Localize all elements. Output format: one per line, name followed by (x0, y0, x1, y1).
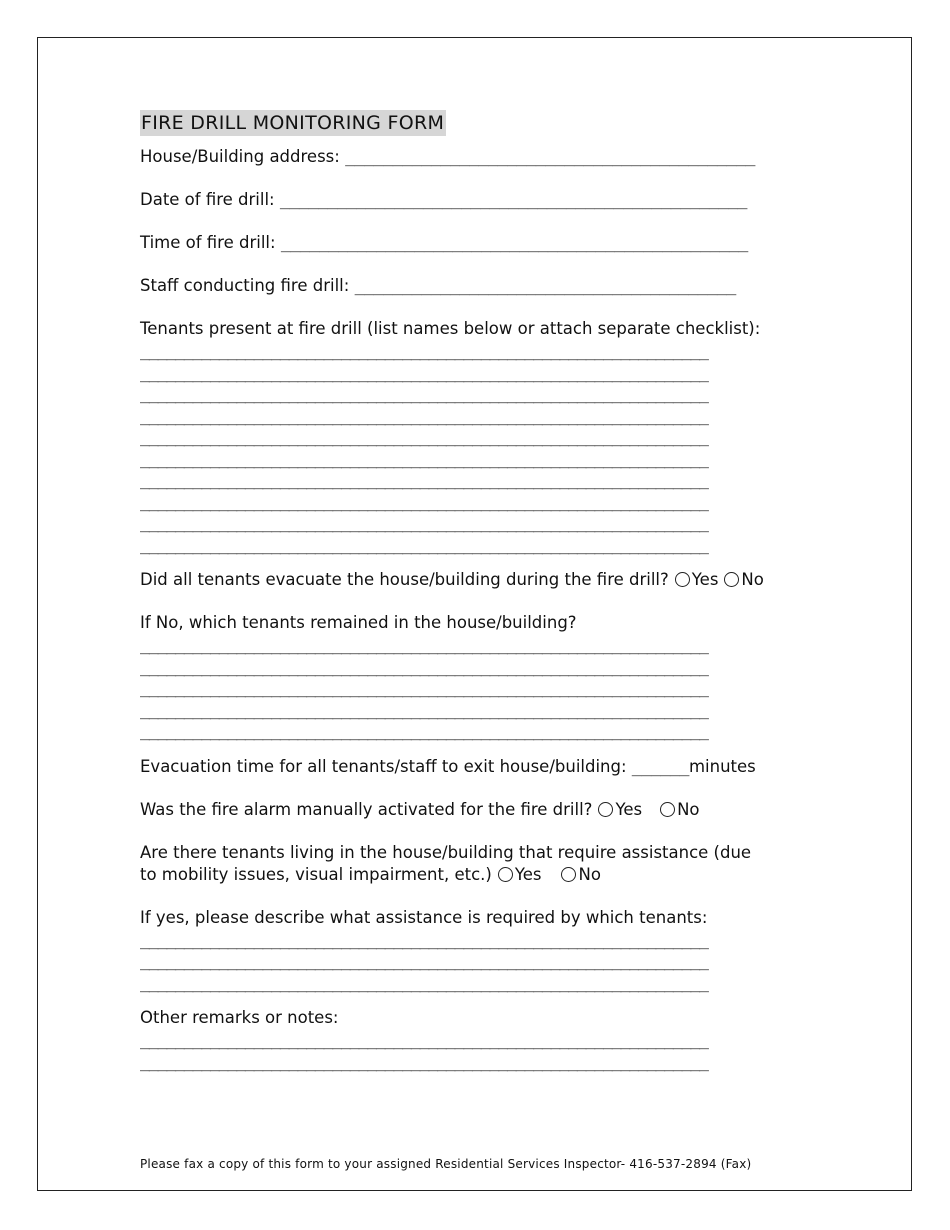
writing-line[interactable]: _________________________________________________________________ (140, 427, 708, 446)
remarks-label: Other remarks or notes: (140, 1008, 339, 1027)
writing-line[interactable]: _________________________________________________________________ (140, 470, 708, 489)
writing-line[interactable]: _________________________________________________________________ (140, 534, 708, 554)
time-field[interactable] (140, 232, 820, 254)
time-label: Time of fire drill: (140, 233, 281, 252)
writing-line[interactable]: _________________________________________________________________ (140, 635, 708, 654)
remarks-lines[interactable] (140, 1029, 820, 1072)
address-blank[interactable]: ___________________________________________ (345, 147, 756, 166)
evacuate-no-radio[interactable] (724, 572, 739, 587)
evacuate-question-row (140, 569, 820, 591)
assistance-no-radio[interactable] (561, 867, 576, 882)
footer-note: Please fax a copy of this form to your assigned Residential Services Inspector- 416-537-2894 (Fax) (140, 1157, 752, 1171)
staff-blank[interactable]: ________________________________________ (354, 276, 736, 295)
address-field[interactable] (140, 146, 820, 168)
assistance-yes-label: Yes (514, 864, 542, 884)
alarm-question: Was the fire alarm manually activated for the fire drill? (140, 799, 593, 819)
alarm-yes-label: Yes (615, 799, 643, 819)
date-blank[interactable]: _________________________________________________ (279, 190, 748, 209)
evacuate-yes-radio[interactable] (675, 572, 690, 587)
writing-line[interactable]: _________________________________________________________________ (140, 678, 708, 697)
assistance-yes-radio[interactable] (498, 867, 513, 882)
remained-question: If No, which tenants remained in the house/building? (140, 613, 577, 632)
writing-line[interactable]: _________________________________________________________________ (140, 491, 708, 511)
writing-line[interactable]: _________________________________________________________________ (140, 405, 708, 425)
time-blank[interactable]: _________________________________________________ (280, 233, 748, 252)
evacuate-no-label: No (741, 570, 764, 589)
writing-line[interactable]: _________________________________________________________________ (140, 721, 708, 740)
assistance-describe-label: If yes, please describe what assistance is required by which tenants: (140, 907, 708, 927)
alarm-no-radio[interactable] (660, 802, 675, 817)
form-body (140, 110, 820, 1072)
evac-time-label: Evacuation time for all tenants/staff to exit house/building: (140, 756, 632, 776)
evacuate-yes-label: Yes (691, 570, 719, 589)
writing-line[interactable]: _________________________________________________________________ (140, 699, 708, 719)
staff-label: Staff conducting fire drill: (140, 276, 355, 295)
writing-line[interactable]: _________________________________________________________________ (140, 384, 708, 403)
writing-line[interactable]: _________________________________________________________________ (140, 362, 708, 382)
alarm-question-row (140, 799, 820, 821)
evac-time-unit: minutes (688, 756, 756, 776)
form-title: FIRE DRILL MONITORING FORM (141, 112, 445, 134)
tenants-present-label: Tenants present at fire drill (list names below or attach separate checklist): (140, 319, 761, 338)
writing-line[interactable]: _________________________________________________________________ (140, 513, 708, 532)
evac-time-field[interactable] (140, 756, 820, 778)
writing-line[interactable]: _________________________________________________________________ (140, 341, 708, 360)
evac-time-blank[interactable]: ______ (631, 756, 689, 776)
remained-lines[interactable] (140, 634, 820, 742)
assistance-no-label: No (578, 864, 601, 884)
assistance-question-row (140, 864, 820, 886)
writing-line[interactable]: _________________________________________________________________ (140, 1051, 708, 1071)
alarm-yes-radio[interactable] (598, 802, 613, 817)
writing-line[interactable]: _________________________________________________________________ (140, 929, 708, 949)
assistance-lines[interactable] (140, 929, 820, 994)
evacuate-question: Did all tenants evacuate the house/building during the fire drill? (140, 570, 669, 589)
date-label: Date of fire drill: (140, 190, 280, 209)
staff-field[interactable] (140, 275, 820, 297)
writing-line[interactable]: _________________________________________________________________ (140, 448, 708, 468)
date-field[interactable] (140, 189, 820, 211)
alarm-no-label: No (677, 799, 700, 819)
writing-line[interactable]: _________________________________________________________________ (140, 1030, 708, 1049)
address-label: House/Building address: (140, 147, 346, 166)
assistance-question-line1: Are there tenants living in the house/building that require assistance (due (140, 842, 752, 862)
writing-line[interactable]: _________________________________________________________________ (140, 656, 708, 676)
assistance-question-line2: to mobility issues, visual impairment, etc.) (140, 864, 492, 884)
writing-line[interactable]: _________________________________________________________________ (140, 951, 708, 970)
writing-line[interactable]: _________________________________________________________________ (140, 972, 708, 992)
tenants-present-lines[interactable] (140, 340, 820, 555)
